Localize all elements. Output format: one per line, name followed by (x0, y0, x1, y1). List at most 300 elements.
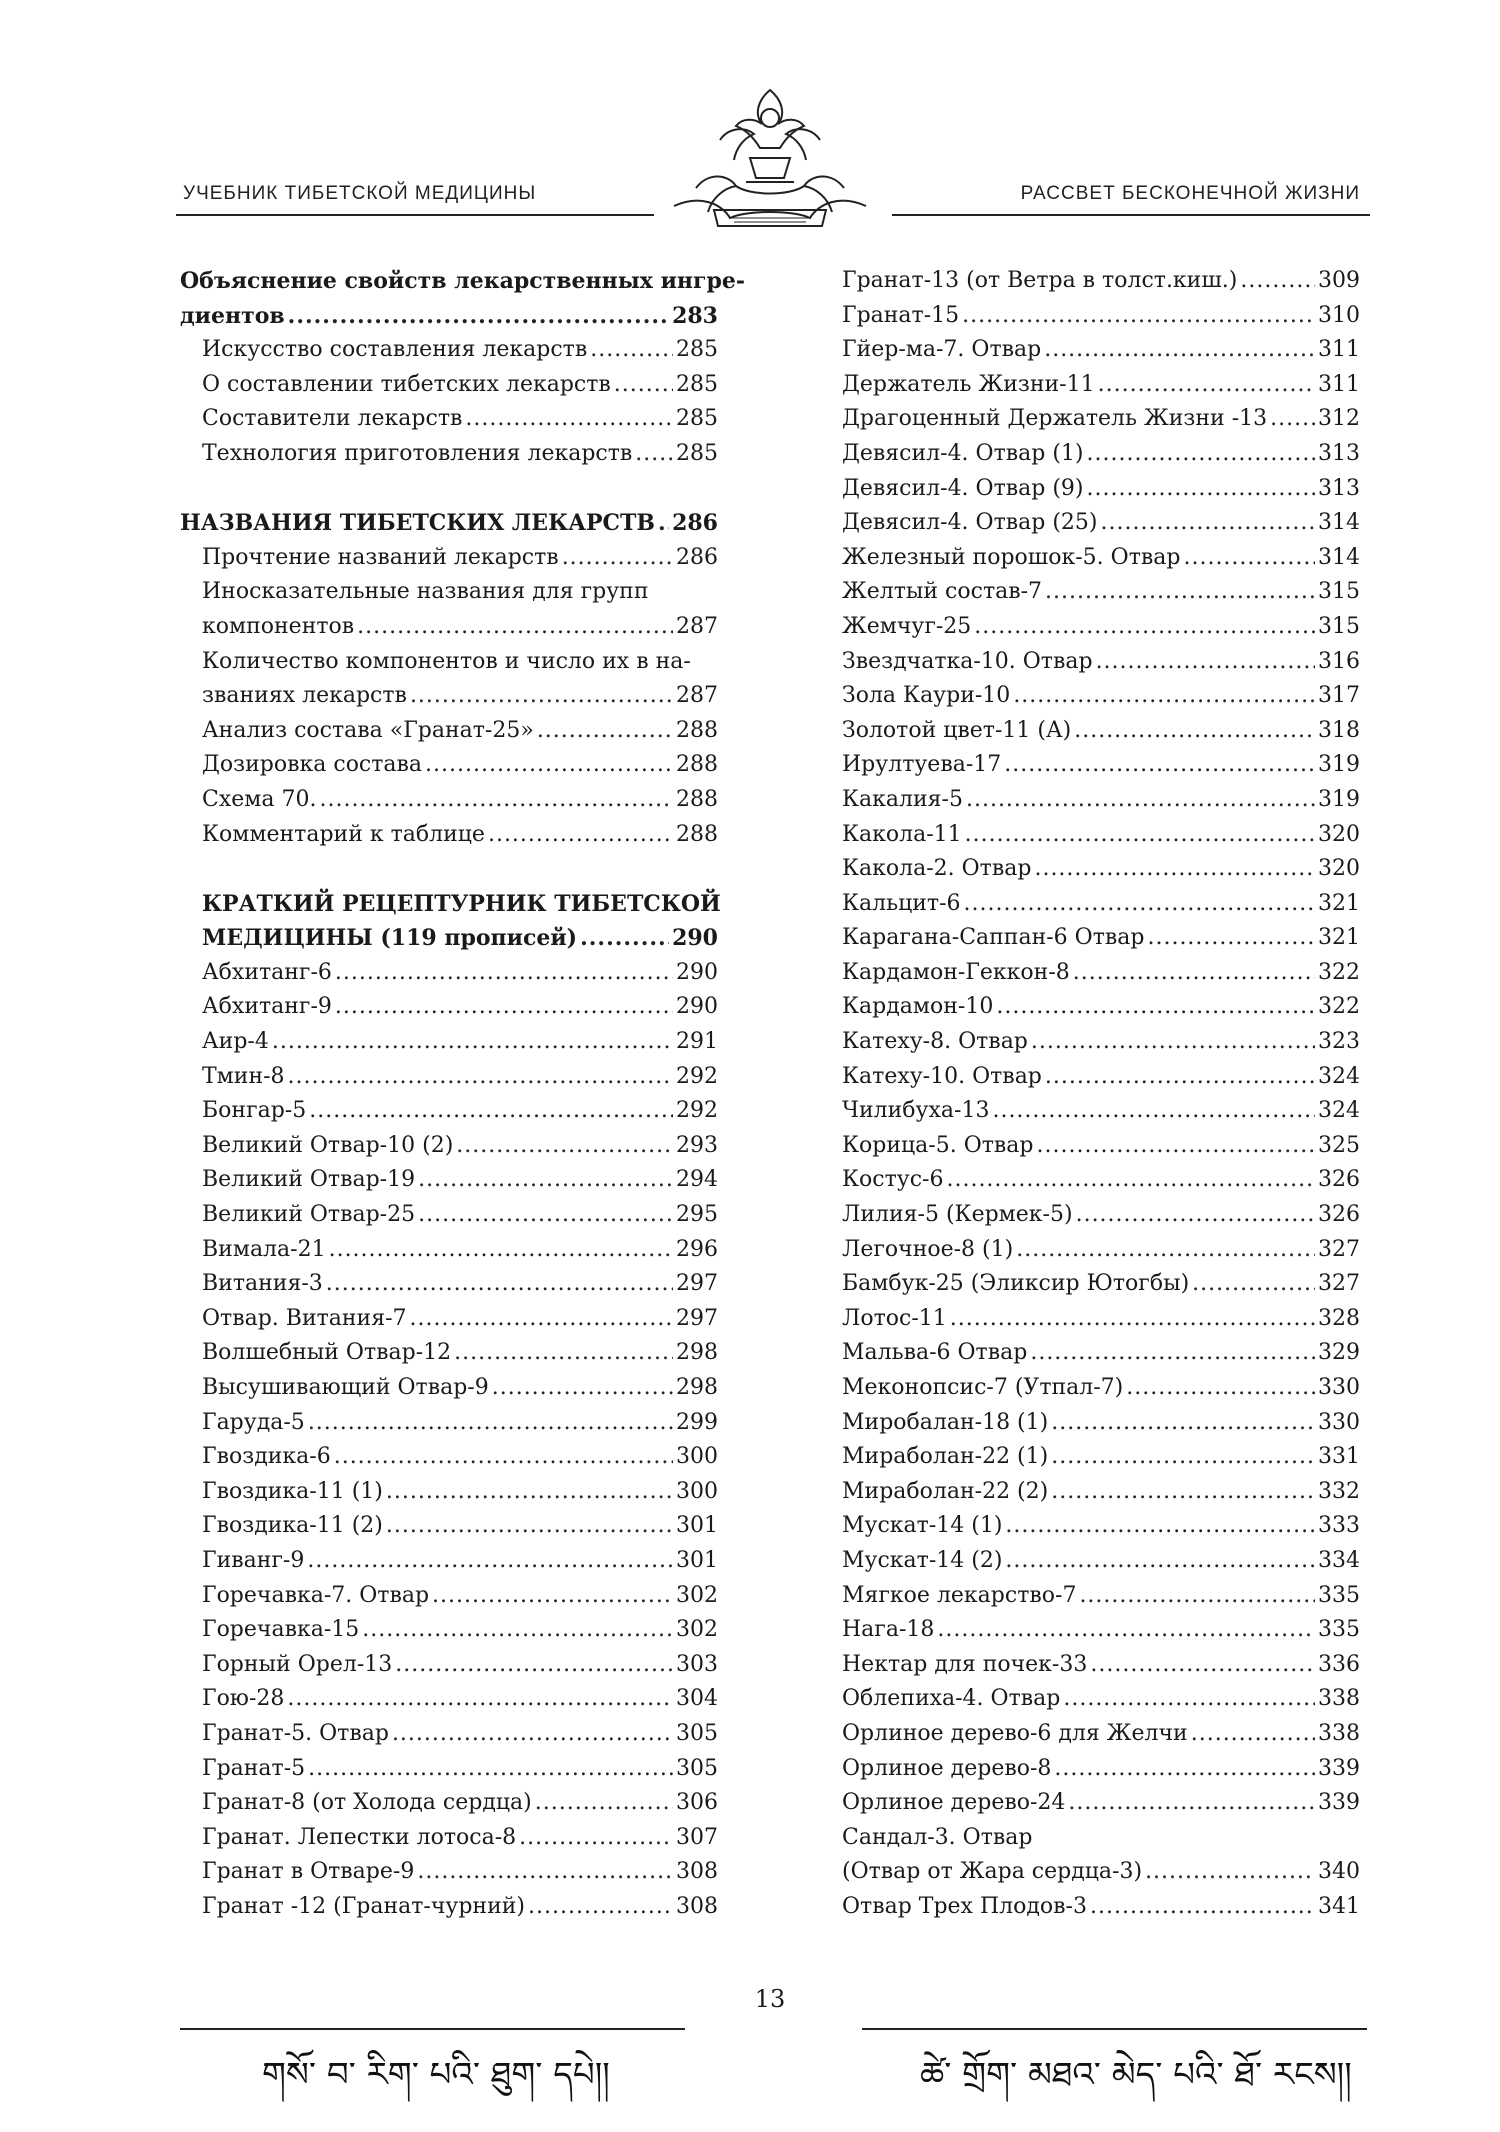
toc-entry-title: Количество компонентов и число их в на- (202, 648, 691, 674)
toc-entry-title: Великий Отвар-19 (202, 1167, 416, 1193)
toc-entry-title: диентов (180, 302, 285, 329)
toc-entry-page: 329 (1318, 1340, 1360, 1366)
toc-leader-dots (1074, 714, 1315, 749)
toc-entry-page: 306 (676, 1790, 718, 1816)
toc-entry (180, 333, 718, 368)
toc-entry-page: 319 (1318, 752, 1360, 778)
toc-entry-title: Девясил-4. Отвар (9) (842, 475, 1084, 501)
toc-entry (180, 818, 718, 853)
toc-leader-dots (418, 1198, 673, 1233)
toc-entry-page: 286 (672, 510, 718, 537)
toc-entry-page: 312 (1318, 406, 1360, 432)
toc-entry-title: Желтый состав-7 (842, 579, 1043, 605)
toc-entry-title: Мальва-6 Отвар (842, 1340, 1028, 1366)
toc-entry-title: Лилия-5 (Кермек-5) (842, 1202, 1073, 1228)
toc-entry-page: 328 (1318, 1305, 1360, 1331)
toc-entry (842, 1544, 1360, 1579)
toc-entry-title: Сандал-3. Отвар (842, 1824, 1033, 1850)
toc-entry-page: 330 (1318, 1409, 1360, 1435)
toc-entry-title: Кардамон-10 (842, 994, 994, 1020)
toc-entry-title: Гранат-8 (от Холода сердца) (202, 1790, 532, 1816)
toc-entry (842, 437, 1360, 472)
toc-entry-page: 285 (676, 440, 718, 466)
toc-entry-page: 322 (1318, 994, 1360, 1020)
toc-entry (842, 645, 1360, 680)
toc-entry (180, 1233, 718, 1268)
toc-entry (180, 783, 718, 818)
toc-entry-title: Железный порошок-5. Отвар (842, 544, 1181, 570)
toc-entry-title: Золотой цвет-11 (А) (842, 717, 1072, 743)
toc-entry (180, 299, 718, 334)
toc-entry-title: Мираболан-22 (2) (842, 1478, 1049, 1504)
toc-leader-dots (492, 1371, 673, 1406)
toc-entry-title: Карагана-Саппан-6 Отвар (842, 925, 1145, 951)
toc-entry (842, 472, 1360, 507)
toc-entry-title: Жемчуг-25 (842, 613, 972, 639)
toc-leader-dots (307, 1544, 673, 1579)
toc-entry-title: званиях лекарств (202, 683, 407, 709)
toc-entry (180, 1890, 718, 1925)
toc-entry-page: 338 (1318, 1686, 1360, 1712)
toc-entry (842, 1752, 1360, 1787)
toc-leader-dots (456, 1129, 673, 1164)
toc-entry (842, 748, 1360, 783)
toc-leader-dots (966, 783, 1315, 818)
toc-entry-title: Мускат-14 (2) (842, 1547, 1003, 1573)
toc-entry-page: 322 (1318, 959, 1360, 985)
toc-leader-dots (1183, 541, 1315, 576)
toc-entry-title: Корица-5. Отвар (842, 1132, 1034, 1158)
toc-entry (180, 921, 718, 956)
toc-entry-page: 318 (1318, 717, 1360, 743)
toc-spacer (180, 852, 718, 887)
toc-entry (842, 1475, 1360, 1510)
toc-entry (842, 679, 1360, 714)
toc-entry-page: 340 (1318, 1859, 1360, 1885)
toc-entry-title: Великий Отвар-10 (2) (202, 1132, 454, 1158)
toc-entry (842, 1786, 1360, 1821)
toc-entry-title: Девясил-4. Отвар (1) (842, 440, 1084, 466)
toc-entry-title: Витания-3 (202, 1271, 323, 1297)
toc-entry-title: Горный Орел-13 (202, 1651, 393, 1677)
toc-leader-dots (1101, 506, 1316, 541)
toc-entry-page: 327 (1318, 1236, 1360, 1262)
toc-entry (842, 1129, 1360, 1164)
toc-entry (842, 1682, 1360, 1717)
toc-entry-page: 283 (672, 302, 718, 329)
toc-entry (180, 264, 745, 299)
toc-leader-dots (992, 1094, 1315, 1129)
toc-right-column (842, 264, 1360, 1925)
toc-entry (180, 1475, 718, 1510)
toc-entry-title: Какалия-5 (842, 786, 963, 812)
toc-entry-page: 313 (1318, 440, 1360, 466)
toc-entry-page: 311 (1318, 337, 1360, 363)
toc-entry-title: (Отвар от Жара сердца-3) (842, 1859, 1143, 1885)
toc-entry-title: Держатель Жизни-11 (842, 371, 1095, 397)
toc-entry-title: Абхитанг-9 (202, 994, 332, 1020)
toc-entry-page: 335 (1318, 1617, 1360, 1643)
toc-leader-dots (1098, 368, 1315, 403)
toc-entry-page: 293 (676, 1132, 718, 1158)
toc-entry-title: Меконопсис-7 (Утпал-7) (842, 1375, 1124, 1400)
toc-entry (842, 299, 1360, 334)
toc-entry (842, 333, 1360, 368)
toc-entry-title: Гвоздика-11 (2) (202, 1513, 383, 1539)
toc-leader-dots (319, 783, 673, 818)
toc-leader-dots (1090, 1890, 1315, 1925)
footer-tibetan-left: གསོ་ བ་ རིག་ པའི་ ཐུག་ དཔེ།། (262, 2055, 610, 2095)
toc-entry-page: 314 (1318, 510, 1360, 536)
toc-leader-dots (287, 1682, 673, 1717)
toc-leader-dots (1030, 1336, 1315, 1371)
toc-entry (842, 1855, 1360, 1890)
toc-entry (180, 368, 718, 403)
toc-entry-title: Отвар. Витания-7 (202, 1305, 407, 1331)
toc-entry (842, 714, 1360, 749)
toc-entry-page: 292 (676, 1098, 718, 1124)
toc-entry-title: Зола Каури-10 (842, 683, 1011, 709)
toc-entry (180, 714, 718, 749)
toc-entry-title: Ирултуева-17 (842, 752, 1002, 778)
toc-entry (842, 1267, 1360, 1302)
toc-entry-title: Гою-28 (202, 1686, 285, 1712)
toc-entry (180, 1786, 718, 1821)
toc-entry (180, 1613, 718, 1648)
toc-leader-dots (1044, 333, 1315, 368)
toc-leader-dots (1005, 1544, 1315, 1579)
toc-entry-title: Какола-11 (842, 821, 962, 847)
page-number: 13 (754, 1985, 786, 2013)
toc-entry-title: КРАТКИЙ РЕЦЕПТУРНИК ТИБЕТСКОЙ (202, 890, 721, 917)
toc-leader-dots (357, 610, 673, 645)
toc-entry (842, 1890, 1360, 1925)
toc-entry-title: Мягкое лекарство-7 (842, 1582, 1077, 1608)
toc-entry-title: Гранат-13 (от Ветра в толст.киш.) (842, 268, 1238, 293)
toc-entry (180, 645, 718, 680)
toc-entry (842, 921, 1360, 956)
toc-leader-dots (1079, 1579, 1315, 1614)
toc-entry-title: Технология приготовления лекарств (202, 440, 633, 466)
toc-entry-title: Волшебный Отвар-12 (202, 1340, 452, 1366)
toc-entry-page: 305 (676, 1755, 718, 1781)
toc-entry-title: Гвоздика-11 (1) (202, 1478, 383, 1504)
toc-entry-page: 332 (1318, 1478, 1360, 1504)
toc-entry-title: Костус-6 (842, 1167, 944, 1193)
toc-entry (180, 1855, 718, 1890)
toc-entry-title: Горечавка-15 (202, 1617, 360, 1643)
toc-entry-page: 288 (676, 786, 718, 812)
toc-entry (180, 1129, 718, 1164)
toc-leader-dots (535, 1786, 673, 1821)
toc-entry-page: 314 (1318, 544, 1360, 570)
toc-entry (180, 1371, 718, 1406)
toc-entry (842, 506, 1360, 541)
toc-entry (842, 852, 1360, 887)
toc-entry-page: 303 (676, 1651, 718, 1677)
running-header-left: УЧЕБНИК ТИБЕТСКОЙ МЕДИЦИНЫ (183, 183, 537, 204)
toc-entry-page: 338 (1318, 1720, 1360, 1746)
toc-leader-dots (395, 1648, 673, 1683)
toc-entry (180, 1648, 718, 1683)
toc-leader-dots (432, 1579, 673, 1614)
toc-entry-page: 310 (1318, 302, 1360, 328)
toc-leader-dots (1126, 1371, 1315, 1406)
toc-entry-title: Аир-4 (202, 1029, 269, 1055)
toc-entry (842, 1233, 1360, 1268)
toc-entry-page: 334 (1318, 1547, 1360, 1573)
toc-entry-page: 313 (1318, 475, 1360, 501)
toc-entry (180, 1094, 718, 1129)
toc-entry-page: 320 (1318, 856, 1360, 882)
toc-leader-dots (537, 714, 673, 749)
toc-entry (180, 1544, 718, 1579)
toc-leader-dots (1045, 575, 1315, 610)
toc-leader-dots (1191, 1717, 1315, 1752)
toc-leader-dots (309, 1094, 673, 1129)
toc-entry-page: 331 (1318, 1444, 1360, 1470)
footer-rule-right (862, 2028, 1367, 2030)
toc-entry (180, 1509, 718, 1544)
toc-entry-page: 341 (1318, 1893, 1360, 1919)
toc-entry-title: Орлиное дерево-24 (842, 1790, 1066, 1816)
toc-leader-dots (974, 610, 1315, 645)
toc-entry-title: Катеху-8. Отвар (842, 1029, 1028, 1055)
toc-entry-page: 326 (1318, 1202, 1360, 1228)
toc-entry (842, 1613, 1360, 1648)
toc-entry (180, 541, 718, 576)
toc-entry (180, 575, 718, 610)
toc-leader-dots (392, 1717, 673, 1752)
toc-leader-dots (1240, 264, 1315, 299)
toc-entry-page: 308 (676, 1859, 718, 1885)
toc-leader-dots (635, 437, 673, 472)
toc-entry (180, 1302, 718, 1337)
toc-leader-dots (946, 1163, 1315, 1198)
toc-entry (842, 541, 1360, 576)
toc-entry-title: Орлиное дерево-8 (842, 1755, 1052, 1781)
toc-leader-dots (326, 1267, 673, 1302)
toc-leader-dots (1054, 1752, 1315, 1787)
toc-entry (180, 1821, 718, 1856)
toc-entry-title: Высушивающий Отвар-9 (202, 1375, 489, 1400)
toc-leader-dots (528, 1890, 673, 1925)
toc-entry-page: 339 (1318, 1790, 1360, 1816)
toc-entry-title: Гранат в Отваре-9 (202, 1859, 415, 1885)
toc-entry-page: 297 (676, 1271, 718, 1297)
toc-entry-title: Гранат. Лепестки лотоса-8 (202, 1824, 517, 1850)
toc-leader-dots (590, 333, 673, 368)
toc-entry-title: Драгоценный Держатель Жизни -13 (842, 406, 1268, 432)
toc-leader-dots (1005, 1509, 1315, 1544)
toc-leader-dots (1051, 1475, 1315, 1510)
toc-leader-dots (410, 1302, 673, 1337)
toc-entry (180, 990, 718, 1025)
toc-entry-page: 307 (676, 1824, 718, 1850)
toc-entry-page: 286 (676, 544, 718, 570)
toc-leader-dots (334, 1440, 673, 1475)
toc-entry-page: 309 (1318, 268, 1360, 293)
toc-entry (180, 1579, 718, 1614)
toc-entry-title: О составлении тибетских лекарств (202, 371, 611, 397)
toc-entry-page: 290 (672, 925, 718, 952)
toc-entry-page: 285 (676, 371, 718, 397)
toc-entry-page: 315 (1318, 613, 1360, 639)
toc-leader-dots (386, 1509, 673, 1544)
toc-entry (842, 990, 1360, 1025)
header-rule-right (892, 214, 1370, 216)
toc-entry-page: 315 (1318, 579, 1360, 605)
lotus-emblem-icon (650, 78, 890, 238)
toc-entry-page: 288 (676, 821, 718, 847)
toc-entry-page: 308 (676, 1893, 718, 1919)
toc-entry-title: Катеху-10. Отвар (842, 1063, 1042, 1089)
toc-entry-title: Миробалан-18 (1) (842, 1409, 1049, 1435)
toc-entry-title: Лотос-11 (842, 1305, 947, 1331)
toc-entry (842, 818, 1360, 853)
toc-entry-page: 290 (676, 994, 718, 1020)
toc-entry-title: компонентов (202, 613, 355, 639)
toc-entry-page: 335 (1318, 1582, 1360, 1608)
toc-entry-title: Гранат-5. Отвар (202, 1720, 389, 1746)
toc-entry-page: 323 (1318, 1029, 1360, 1055)
toc-leader-dots (1087, 437, 1316, 472)
toc-entry-title: Нектар для почек-33 (842, 1651, 1088, 1677)
toc-entry-page: 291 (676, 1029, 718, 1055)
footer-tibetan-right: ཚེ་ གྲོག་ མཐའ་ མེད་ པའི་ ཐོ་ རངས།། (920, 2055, 1352, 2095)
toc-leader-dots (335, 956, 673, 991)
toc-entry-page: 311 (1318, 371, 1360, 397)
toc-entry (180, 679, 718, 714)
toc-entry (842, 783, 1360, 818)
toc-leader-dots (1270, 402, 1315, 437)
toc-entry-title: Иносказательные названия для групп (202, 579, 649, 605)
toc-entry (180, 1717, 718, 1752)
toc-entry (842, 1336, 1360, 1371)
running-header-right: РАССВЕТ БЕСКОНЕЧНОЙ ЖИЗНИ (1020, 183, 1360, 204)
toc-entry-title: Объяснение свойств лекарственных ингре- (180, 268, 745, 294)
toc-entry (842, 368, 1360, 403)
toc-entry-page: 320 (1318, 821, 1360, 847)
toc-entry-page: 321 (1318, 925, 1360, 951)
toc-entry-title: Искусство составления лекарств (202, 337, 588, 363)
toc-entry-page: 301 (676, 1547, 718, 1573)
toc-entry-page: 294 (676, 1167, 718, 1193)
toc-entry (842, 264, 1360, 299)
toc-entry-page: 304 (676, 1686, 718, 1712)
toc-entry (842, 1579, 1360, 1614)
toc-entry-title: Гранат -12 (Гранат-чурний) (202, 1893, 526, 1919)
toc-entry-page: 333 (1318, 1513, 1360, 1539)
toc-spacer (180, 472, 718, 507)
toc-entry-page: 327 (1318, 1271, 1360, 1297)
toc-entry (180, 1267, 718, 1302)
toc-leader-dots (965, 818, 1315, 853)
toc-entry (180, 437, 718, 472)
toc-entry (842, 1025, 1360, 1060)
toc-entry (842, 1198, 1360, 1233)
toc-entry-title: Бонгар-5 (202, 1098, 307, 1124)
toc-entry-title: НАЗВАНИЯ ТИБЕТСКИХ ЛЕКАРСТВ (180, 510, 656, 537)
toc-leader-dots (272, 1025, 673, 1060)
toc-entry-page: 298 (676, 1375, 718, 1400)
toc-leader-dots (1145, 1855, 1315, 1890)
toc-leader-dots (386, 1475, 673, 1510)
toc-leader-dots (288, 299, 669, 334)
toc-leader-dots (1051, 1406, 1315, 1441)
toc-entry-page: 317 (1318, 683, 1360, 709)
toc-leader-dots (418, 1163, 673, 1198)
toc-entry-title: Девясил-4. Отвар (25) (842, 510, 1098, 536)
toc-entry (180, 402, 718, 437)
toc-entry (842, 402, 1360, 437)
toc-entry (842, 1440, 1360, 1475)
toc-leader-dots (1087, 472, 1316, 507)
toc-entry (180, 1440, 718, 1475)
toc-entry-page: 297 (676, 1305, 718, 1331)
toc-entry-title: Звездчатка-10. Отвар (842, 648, 1093, 674)
toc-entry (842, 1509, 1360, 1544)
toc-leader-dots (288, 1060, 673, 1095)
toc-leader-dots (308, 1406, 673, 1441)
toc-entry-page: 300 (676, 1478, 718, 1504)
toc-leader-dots (362, 1613, 673, 1648)
toc-leader-dots (465, 402, 673, 437)
toc-entry-page: 295 (676, 1202, 718, 1228)
toc-entry-page: 288 (676, 752, 718, 778)
toc-leader-dots (1051, 1440, 1315, 1475)
toc-leader-dots (580, 921, 669, 956)
footer-rule-left (180, 2028, 685, 2030)
toc-entry-page: 319 (1318, 786, 1360, 812)
toc-entry-page: 288 (676, 717, 718, 743)
toc-entry-title: Какола-2. Отвар (842, 856, 1032, 882)
toc-leader-dots (962, 299, 1315, 334)
toc-entry-page: 324 (1318, 1098, 1360, 1124)
toc-leader-dots (417, 1855, 673, 1890)
toc-leader-dots (1073, 956, 1315, 991)
toc-entry (180, 1406, 718, 1441)
toc-leader-dots (1068, 1786, 1315, 1821)
toc-leader-dots (562, 541, 673, 576)
toc-leader-dots (1076, 1198, 1315, 1233)
toc-entry-title: Кальцит-6 (842, 890, 961, 916)
toc-entry-title: Схема 70. (202, 786, 317, 812)
toc-entry-title: Нага-18 (842, 1617, 935, 1643)
toc-entry (180, 1198, 718, 1233)
toc-entry-title: Тмин-8 (202, 1063, 285, 1089)
toc-left-column (180, 264, 745, 1925)
toc-entry-title: Мускат-14 (1) (842, 1513, 1003, 1539)
toc-entry (842, 1163, 1360, 1198)
toc-entry (180, 1682, 718, 1717)
toc-leader-dots (1147, 921, 1315, 956)
toc-entry (842, 1302, 1360, 1337)
toc-leader-dots (1037, 1129, 1316, 1164)
toc-leader-dots (519, 1821, 673, 1856)
toc-entry-title: Кардамон-Геккон-8 (842, 959, 1070, 985)
toc-entry-title: Мираболан-22 (1) (842, 1444, 1049, 1470)
toc-entry-page: 290 (676, 959, 718, 985)
toc-entry (842, 1648, 1360, 1683)
toc-entry-title: Дозировка состава (202, 752, 423, 778)
toc-leader-dots (950, 1302, 1315, 1337)
toc-entry-title: Великий Отвар-25 (202, 1202, 416, 1228)
toc-leader-dots (1031, 1025, 1315, 1060)
toc-leader-dots (658, 506, 669, 541)
toc-leader-dots (964, 887, 1315, 922)
toc-entry (842, 1060, 1360, 1095)
